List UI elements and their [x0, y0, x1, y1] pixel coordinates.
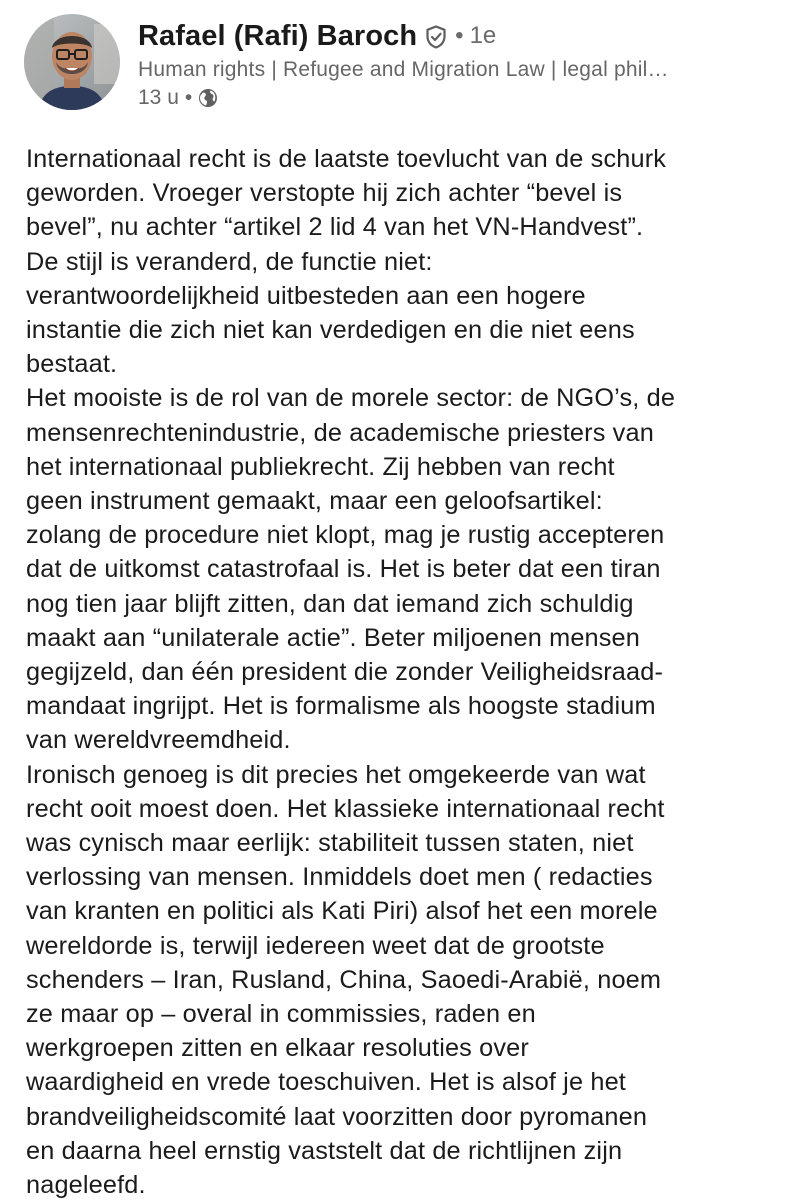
- post-line: en daarna heel ernstig vaststelt dat de richtlijnen zijn: [26, 1136, 623, 1165]
- post-line: schenders – Iran, Rusland, China, Saoedi-Arabië, noem: [26, 965, 662, 994]
- post-paragraph: [26, 758, 774, 1202]
- post-line: maakt aan “unilaterale actie”. Beter miljoenen mensen: [26, 623, 640, 652]
- post-line: De stijl is veranderd, de functie niet:: [26, 247, 433, 276]
- meta-separator-dot: •: [184, 86, 193, 109]
- post-line: recht ooit moest doen. Het klassieke internationaal recht: [26, 794, 665, 823]
- post-line: dat de uitkomst catastrofaal is. Het is beter dat een tiran: [26, 555, 661, 584]
- post-line: bestaat.: [26, 350, 118, 379]
- shield-check-icon[interactable]: [425, 25, 447, 49]
- post-paragraph: [26, 381, 774, 757]
- avatar-photo: [24, 14, 120, 110]
- post-body: [26, 142, 774, 1202]
- post-line: gegijzeld, dan één president die zonder Veiligheidsraad-: [26, 658, 664, 687]
- post-line: nageleefd.: [26, 1171, 146, 1200]
- author-row: [138, 16, 772, 56]
- post-line: Het mooiste is de rol van de morele sector: de NGO’s, de: [26, 384, 676, 413]
- post-line: geworden. Vroeger verstopte hij zich achter “bevel is: [26, 179, 623, 208]
- post-line: verlossing van mensen. Inmiddels doet men ( redacties: [26, 863, 653, 892]
- post-line: mensenrechtenindustrie, de academische priesters van: [26, 418, 654, 447]
- post-header: [24, 14, 772, 114]
- post-line: verantwoordelijkheid uitbesteden aan een hogere: [26, 281, 586, 310]
- post-line: mandaat ingrijpt. Het is formalisme als hoogste stadium: [26, 692, 656, 721]
- post-line: werkgroepen zitten en elkaar resoluties over: [26, 1034, 529, 1063]
- post-line: zolang de procedure niet klopt, mag je rustig accepteren: [26, 521, 665, 550]
- globe-icon: [198, 88, 218, 108]
- post-line: nog tien jaar blijft zitten, dan dat iemand zich schuldig: [26, 589, 634, 618]
- connection-degree: 1e: [469, 22, 497, 49]
- post-line: van wereldvreemdheid.: [26, 726, 291, 755]
- post-line: ze maar op – overal in commissies, raden en: [26, 1000, 536, 1029]
- author-name[interactable]: Rafael (Rafi) Baroch: [138, 19, 418, 52]
- post-line: geen instrument gemaakt, maar een geloofsartikel:: [26, 487, 603, 516]
- post-line: Ironisch genoeg is dit precies het omgekeerde van wat: [26, 760, 646, 789]
- separator-dot: •: [455, 22, 464, 49]
- post-line: instantie die zich niet kan verdedigen en die niet eens: [26, 316, 635, 345]
- avatar[interactable]: [24, 14, 120, 110]
- post-line: was cynisch maar eerlijk: stabiliteit tussen staten, niet: [26, 829, 634, 858]
- author-block: [138, 16, 772, 110]
- post-line: wereldorde is, terwijl iedereen weet dat de grootste: [26, 931, 605, 960]
- author-headline: Human rights | Refugee and Migration Law | legal phil…: [138, 58, 669, 81]
- post-time[interactable]: 13 u: [138, 86, 179, 109]
- post-line: het internationaal publiekrecht. Zij hebben van recht: [26, 452, 615, 481]
- post-line: Internationaal recht is de laatste toevlucht van de schurk: [26, 145, 667, 173]
- post-line: brandveiligheidscomité laat voorzitten door pyromanen: [26, 1102, 648, 1131]
- post-line: bevel”, nu achter “artikel 2 lid 4 van het VN-Handvest”.: [26, 213, 644, 242]
- post-meta: [138, 86, 772, 110]
- post-line: waardigheid en vrede toeschuiven. Het is alsof je het: [26, 1068, 626, 1097]
- post-paragraph: [26, 142, 774, 381]
- post-line: van kranten en politici als Kati Piri) alsof het een morele: [26, 897, 658, 926]
